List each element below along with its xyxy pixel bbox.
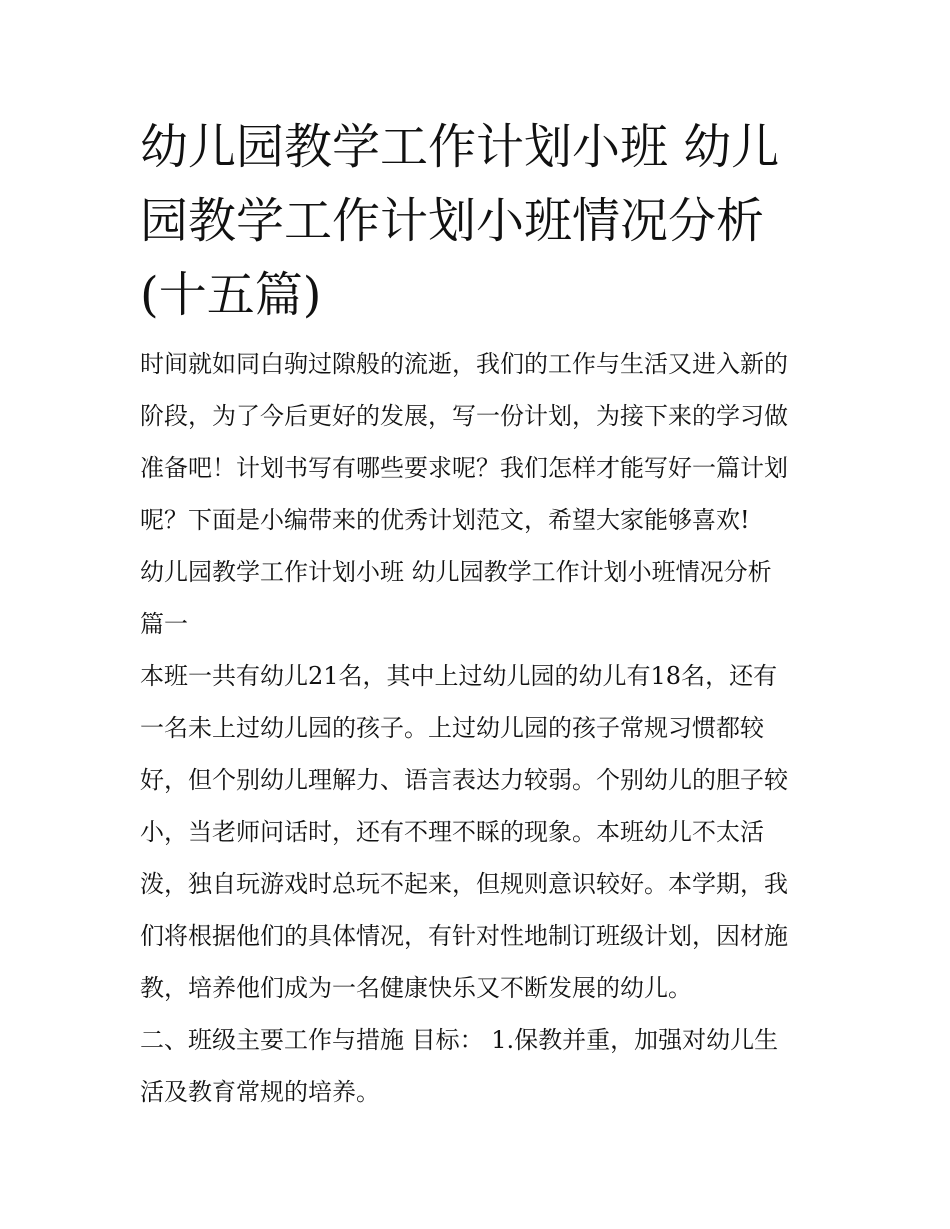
- intro-paragraph: [140, 338, 820, 546]
- text-line: 泼，独自玩游戏时总玩不起来，但规则意识较好。本学期，我: [140, 870, 788, 898]
- text-line: 活及教育常规的培养。: [140, 1078, 380, 1106]
- document-page: [140, 110, 820, 1118]
- text-line: 时间就如同白驹过隙般的流逝，我们的工作与生活又进入新的: [140, 350, 788, 378]
- title-line: 园教学工作计划小班情况分析: [140, 193, 765, 249]
- text-line: 幼儿园教学工作计划小班 幼儿园教学工作计划小班情况分析: [140, 558, 772, 586]
- text-line: 阶段，为了今后更好的发展，写一份计划，为接下来的学习做: [140, 402, 788, 430]
- title-line: (十五篇): [140, 267, 322, 323]
- text-line: 二、班级主要工作与措施 目标： 1.保教并重，加强对幼儿生: [140, 1026, 779, 1054]
- text-line: 小，当老师问话时，还有不理不睬的现象。本班幼儿不太活: [140, 818, 764, 846]
- text-line: 好，但个别幼儿理解力、语言表达力较弱。个别幼儿的胆子较: [140, 766, 788, 794]
- text-line: 一名未上过幼儿园的孩子。上过幼儿园的孩子常规习惯都较: [140, 714, 764, 742]
- text-line: 准备吧！计划书写有哪些要求呢？我们怎样才能写好一篇计划: [140, 454, 788, 482]
- section-heading: [140, 546, 820, 650]
- text-line: 本班一共有幼儿21名，其中上过幼儿园的幼儿有18名，还有: [140, 662, 778, 690]
- title-line: 幼儿园教学工作计划小班 幼儿: [140, 119, 780, 175]
- text-line: 们将根据他们的具体情况，有针对性地制订班级计划，因材施: [140, 922, 788, 950]
- measures-paragraph: [140, 1014, 820, 1118]
- text-line: 呢？下面是小编带来的优秀计划范文，希望大家能够喜欢!: [140, 506, 750, 534]
- situation-paragraph: [140, 650, 820, 1014]
- text-line: 篇一: [140, 610, 188, 638]
- text-line: 教，培养他们成为一名健康快乐又不断发展的幼儿。: [140, 974, 692, 1002]
- document-title: [140, 110, 820, 332]
